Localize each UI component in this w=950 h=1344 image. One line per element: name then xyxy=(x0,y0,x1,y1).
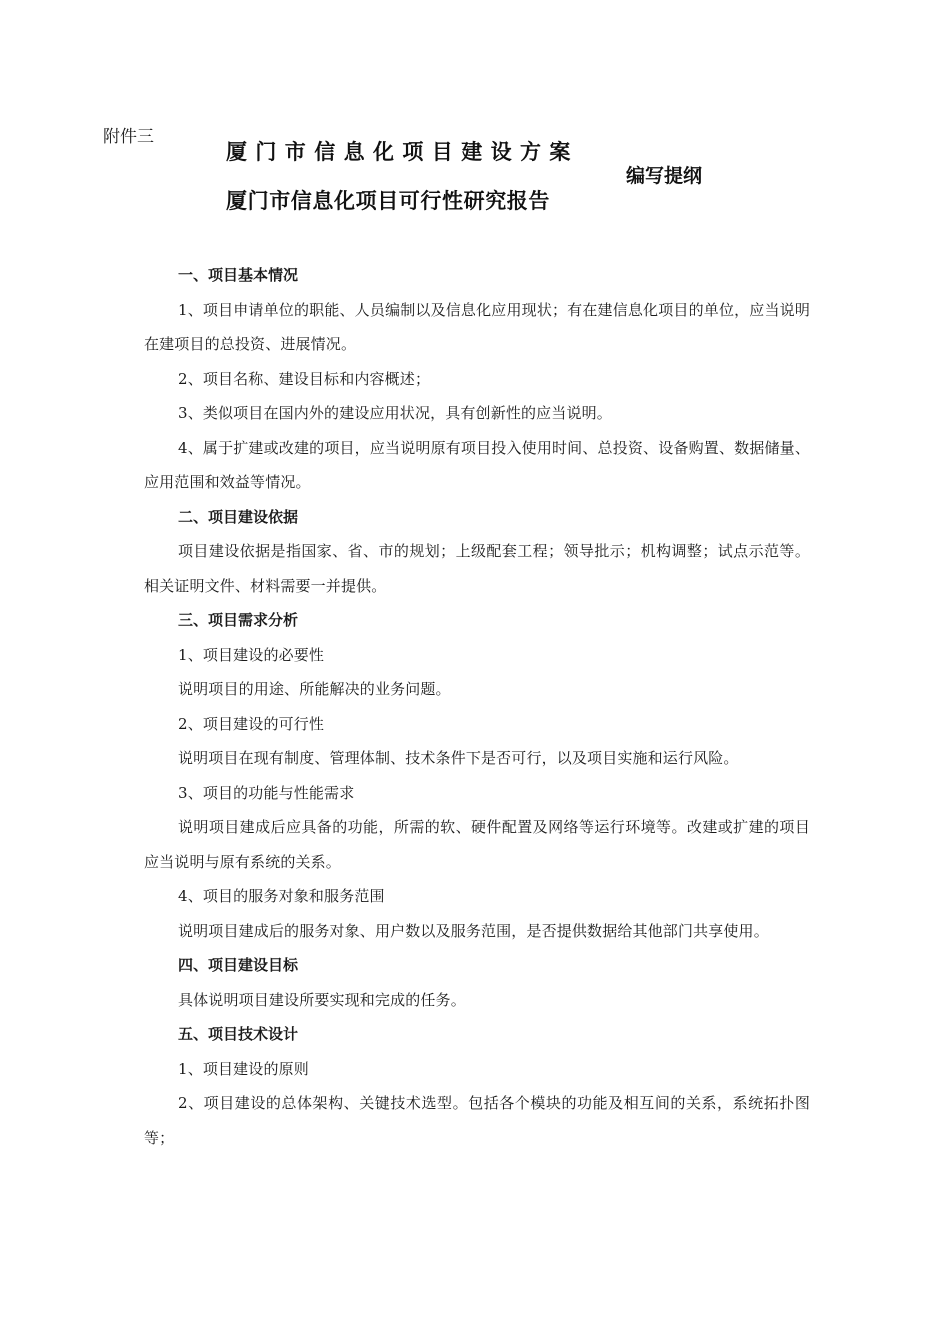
body-paragraph: 2、项目名称、建设目标和内容概述； xyxy=(178,369,431,388)
body-paragraph: 1、项目申请单位的职能、人员编制以及信息化应用现状；有在建信息化项目的单位，应当说明在建项目的总投资、进展情况。 xyxy=(144,300,810,353)
title-line-2: 厦门市信息化项目可行性研究报告 xyxy=(226,189,550,213)
body-paragraph: 说明项目的用途、所能解决的业务问题。 xyxy=(178,680,451,698)
body-paragraph: 具体说明项目建设所要实现和完成的任务。 xyxy=(178,990,466,1009)
body-paragraph: 1、项目建设的必要性 xyxy=(178,645,325,664)
body-paragraph: 说明项目建成后的服务对象、用户数以及服务范围，是否提供数据给其他部门共享使用。 xyxy=(178,921,769,940)
title-line-1: 厦门市信息化项目建设方案 xyxy=(226,140,579,164)
body-paragraph: 3、类似项目在国内外的建设应用状况，具有创新性的应当说明。 xyxy=(178,404,612,422)
attachment-label: 附件三 xyxy=(103,127,154,147)
body-paragraph: 说明项目在现有制度、管理体制、技术条件下是否可行，以及项目实施和运行风险。 xyxy=(178,749,739,767)
section-heading: 一、项目基本情况 xyxy=(178,266,299,284)
body-paragraph: 3、项目的功能与性能需求 xyxy=(178,783,355,802)
section-heading: 三、项目需求分析 xyxy=(178,611,299,629)
body-paragraph: 4、项目的服务对象和服务范围 xyxy=(178,887,385,905)
title-suffix: 编写提纲 xyxy=(626,165,703,187)
document-body xyxy=(144,258,810,1155)
body-paragraph: 项目建设依据是指国家、省、市的规划；上级配套工程；领导批示；机构调整；试点示范等。相关证明文件、材料需要一并提供。 xyxy=(144,542,810,595)
body-paragraph: 2、项目建设的总体架构、关键技术选型。包括各个模块的功能及相互间的关系，系统拓扑图等； xyxy=(144,1094,810,1147)
body-paragraph: 说明项目建成后应具备的功能，所需的软、硬件配置及网络等运行环境等。改建或扩建的项目应当说明与原有系统的关系。 xyxy=(144,818,810,871)
section-heading: 五、项目技术设计 xyxy=(178,1025,299,1043)
section-heading: 二、项目建设依据 xyxy=(178,507,299,526)
body-paragraph: 4、属于扩建或改建的项目，应当说明原有项目投入使用时间、总投资、设备购置、数据储量、应用范围和效益等情况。 xyxy=(144,438,810,491)
section-heading: 四、项目建设目标 xyxy=(178,956,299,974)
body-paragraph: 1、项目建设的原则 xyxy=(178,1059,309,1078)
body-paragraph: 2、项目建设的可行性 xyxy=(178,714,325,733)
